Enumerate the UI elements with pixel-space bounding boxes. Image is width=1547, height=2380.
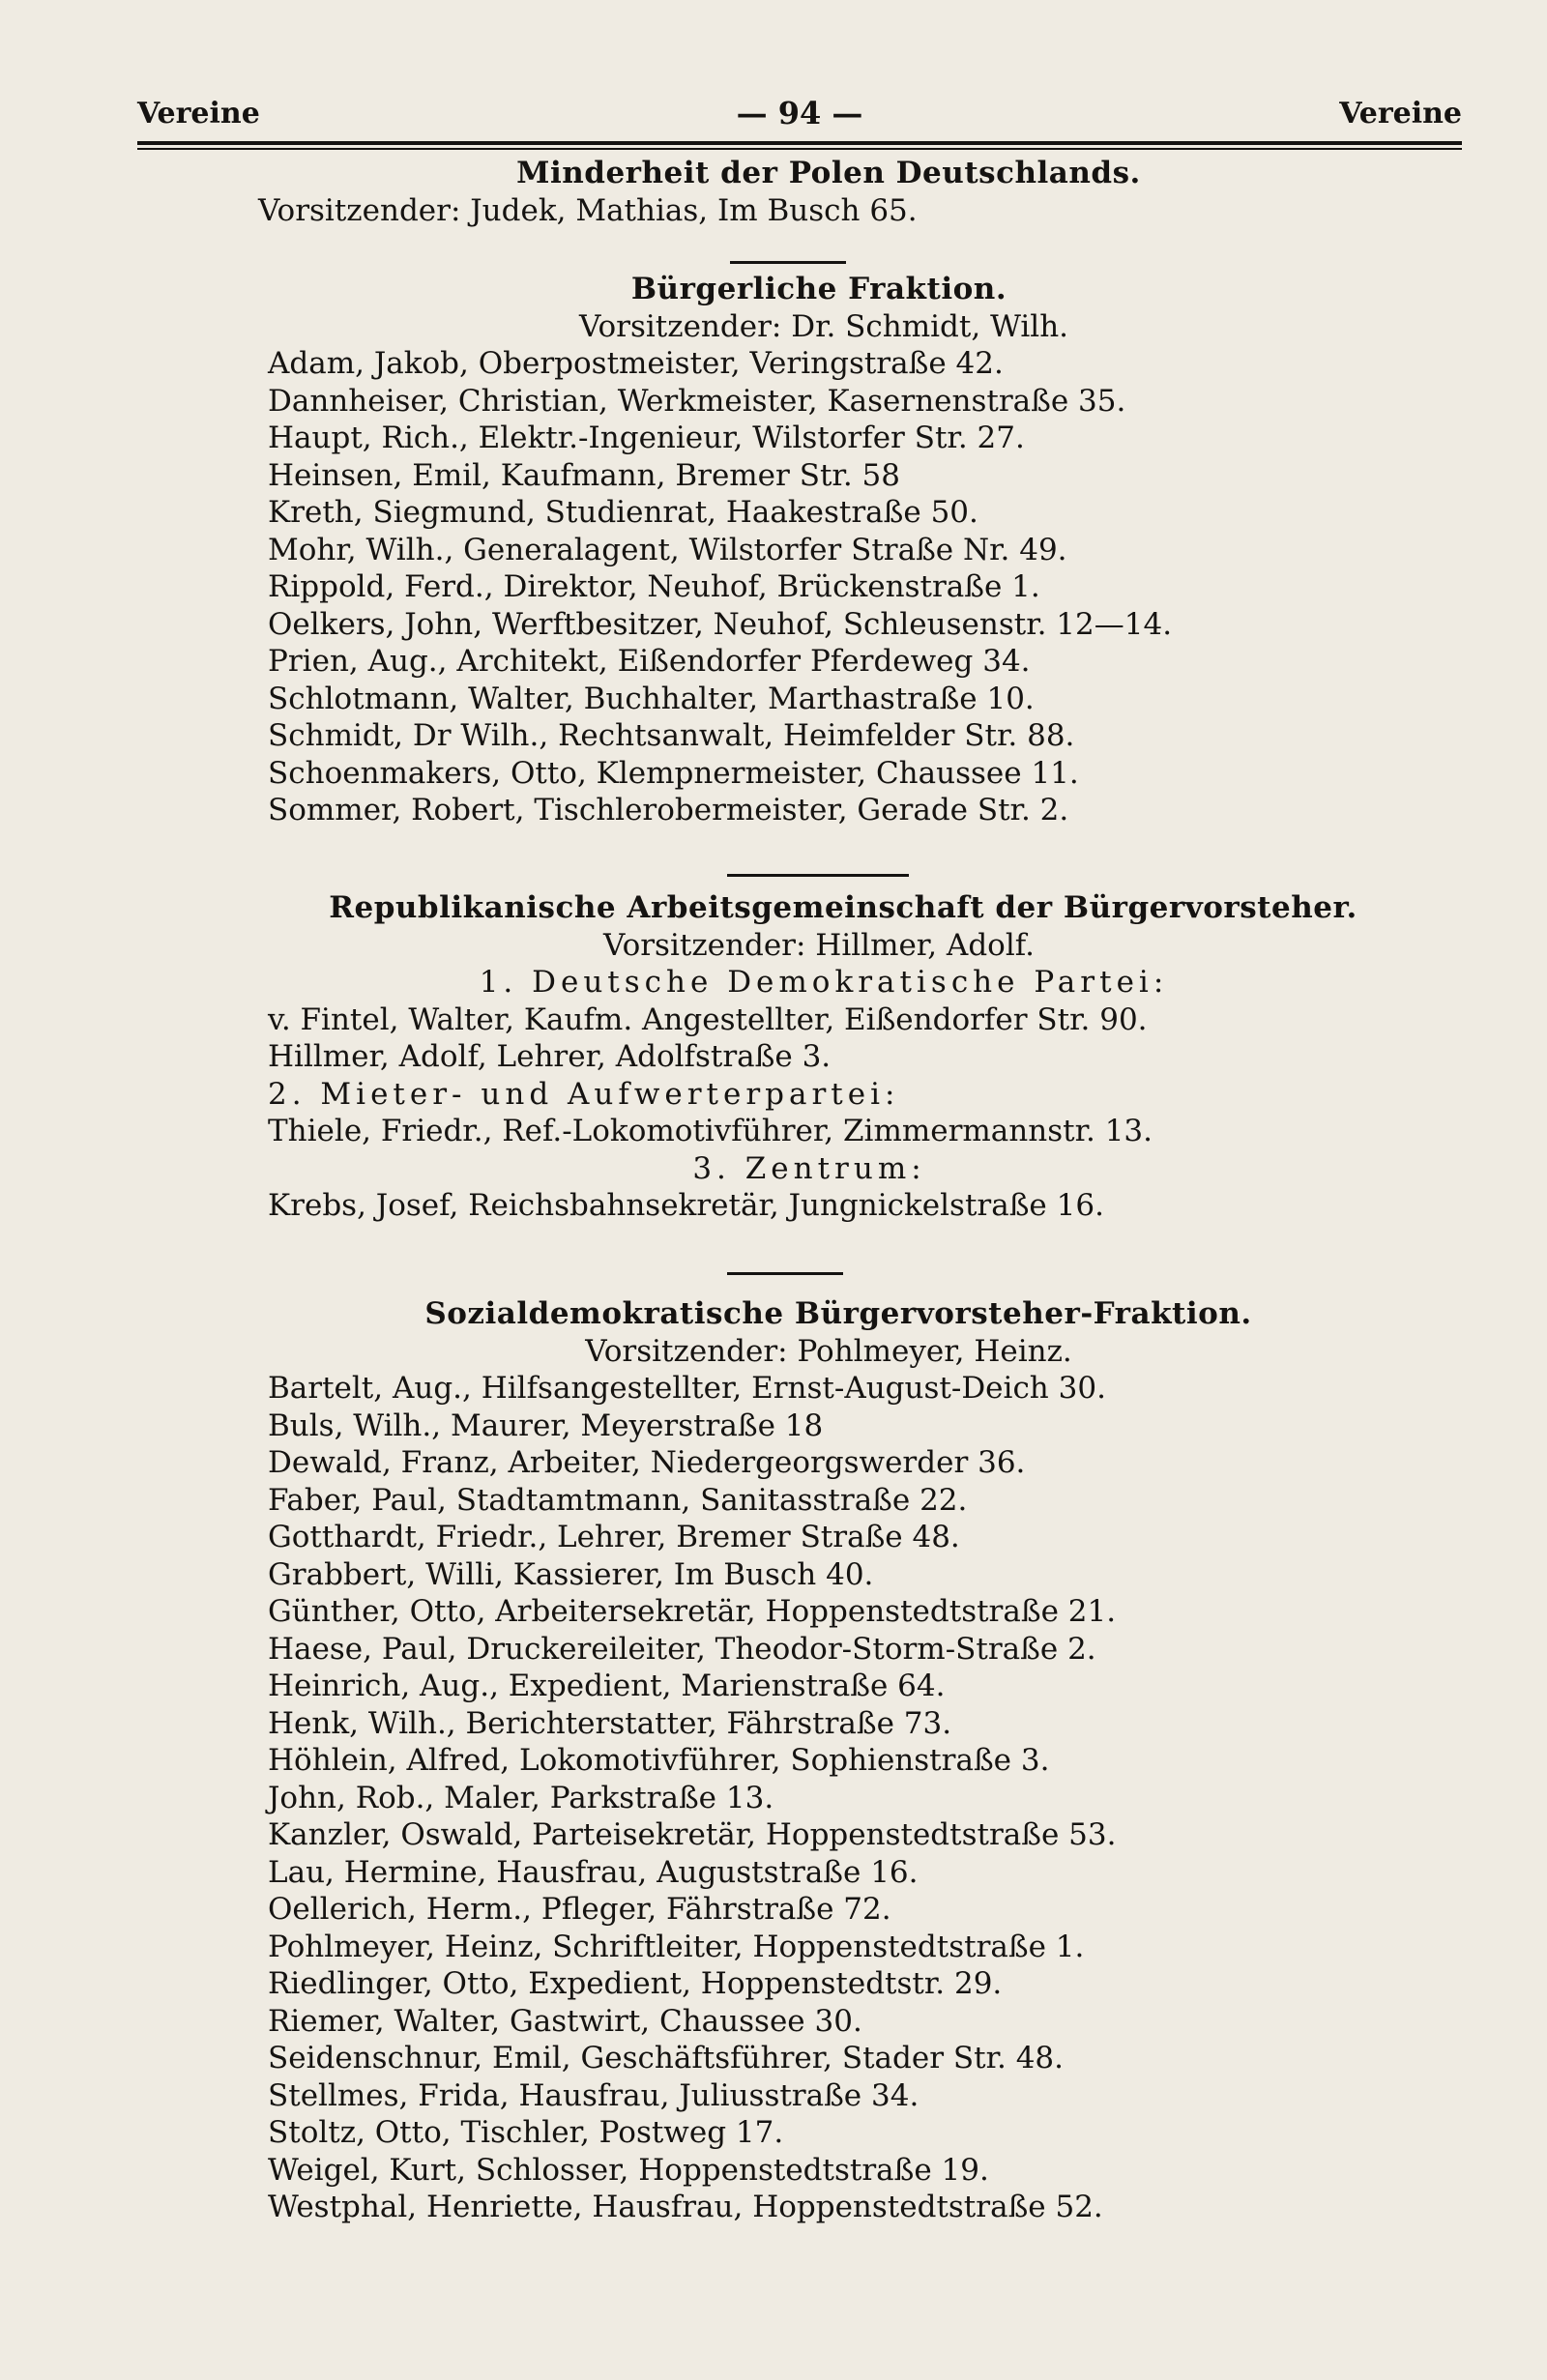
- section-title: Republikanische Arbeitsgemeinschaft der Bürgervorsteher.: [329, 890, 1357, 925]
- member-line: Kanzler, Oswald, Parteisekretär, Hoppenstedtstraße 53.: [268, 1817, 1117, 1852]
- member-line: Dannheiser, Christian, Werkmeister, Kasernenstraße 35.: [268, 383, 1126, 419]
- member-line: John, Rob., Maler, Parkstraße 13.: [268, 1780, 774, 1815]
- member-line: Rippold, Ferd., Direktor, Neuhof, Brückenstraße 1.: [268, 569, 1040, 604]
- member-line: Höhlein, Alfred, Lokomotivführer, Sophienstraße 3.: [268, 1743, 1050, 1778]
- member-line: Hillmer, Adolf, Lehrer, Adolfstraße 3.: [268, 1039, 832, 1074]
- member-line: Heinsen, Emil, Kaufmann, Bremer Str. 58: [268, 457, 900, 493]
- subgroup-title: 1. Deutsche Demokratische Partei:: [479, 965, 1169, 1000]
- member-line: Schoenmakers, Otto, Klempnermeister, Chaussee 11.: [268, 755, 1079, 791]
- member-line: Mohr, Wilh., Generalagent, Wilstorfer Straße Nr. 49.: [268, 532, 1067, 567]
- member-line: Westphal, Henriette, Hausfrau, Hoppenstedtstraße 52.: [268, 2190, 1103, 2224]
- section-title: Bürgerliche Fraktion.: [630, 272, 1007, 306]
- section-chair: Vorsitzender: Pohlmeyer, Heinz.: [585, 1333, 1072, 1369]
- member-line: Haupt, Rich., Elektr.-Ingenieur, Wilstorfer Str. 27.: [268, 421, 1025, 455]
- member-line: Haese, Paul, Druckereileiter, Theodor-Storm-Straße 2.: [268, 1631, 1096, 1667]
- member-line: Oelkers, John, Werftbesitzer, Neuhof, Schleusenstr. 12—14.: [268, 606, 1173, 642]
- member-line: Adam, Jakob, Oberpostmeister, Veringstraße 42.: [268, 346, 1004, 381]
- member-line: Thiele, Friedr., Ref.-Lokomotivführer, Zimmermannstr. 13.: [268, 1114, 1153, 1148]
- member-line: Pohlmeyer, Heinz, Schriftleiter, Hoppenstedtstraße 1.: [268, 1929, 1085, 1964]
- member-line: Stellmes, Frida, Hausfrau, Juliusstraße 34.: [268, 2077, 919, 2113]
- header-right: Vereine: [1339, 97, 1462, 131]
- subgroup-title: 2. Mieter- und Aufwerterpartei:: [268, 1076, 900, 1112]
- section-title: Sozialdemokratische Bürgervorsteher-Fraktion.: [424, 1296, 1252, 1331]
- member-line: Riedlinger, Otto, Expedient, Hoppenstedtstr. 29.: [268, 1966, 1003, 2001]
- member-line: Grabbert, Willi, Kassierer, Im Busch 40.: [268, 1556, 874, 1592]
- member-line: Schlotmann, Walter, Buchhalter, Marthastraße 10.: [268, 681, 1035, 716]
- member-line: Oellerich, Herm., Pfleger, Fährstraße 72.: [268, 1892, 891, 1927]
- section-polen: [137, 155, 1462, 229]
- member-line: Krebs, Josef, Reichsbahnsekretär, Jungnickelstraße 16.: [268, 1188, 1104, 1223]
- member-line: Sommer, Robert, Tischlerobermeister, Gerade Str. 2.: [268, 793, 1069, 827]
- member-line: Bartelt, Aug., Hilfsangestellter, Ernst-August-Deich 30.: [268, 1371, 1106, 1406]
- member-line: Heinrich, Aug., Expedient, Marienstraße 64.: [268, 1669, 946, 1703]
- section-chair: Vorsitzender: Judek, Mathias, Im Busch 65.: [258, 192, 918, 228]
- subgroup-title: 3. Zentrum:: [692, 1150, 926, 1186]
- member-line: Prien, Aug., Architekt, Eißendorfer Pferdeweg 34.: [268, 644, 1031, 679]
- member-line: Günther, Otto, Arbeitersekretär, Hoppenstedtstraße 21.: [268, 1594, 1117, 1629]
- member-line: Schmidt, Dr Wilh., Rechtsanwalt, Heimfelder Str. 88.: [268, 718, 1075, 753]
- member-line: Lau, Hermine, Hausfrau, Auguststraße 16.: [268, 1854, 919, 1890]
- section-title: Minderheit der Polen Deutschlands.: [516, 156, 1141, 190]
- member-line: Weigel, Kurt, Schlosser, Hoppenstedtstraße 19.: [268, 2152, 989, 2188]
- member-line: Seidenschnur, Emil, Geschäftsführer, Stader Str. 48.: [268, 2041, 1065, 2075]
- section-chair: Vorsitzender: Dr. Schmidt, Wilh.: [578, 308, 1069, 344]
- member-line: Buls, Wilh., Maurer, Meyerstraße 18: [268, 1408, 824, 1443]
- member-line: Kreth, Siegmund, Studienrat, Haakestraße 50.: [268, 495, 978, 530]
- section-sozialdemokratische: [137, 1295, 1462, 2226]
- member-line: Stoltz, Otto, Tischler, Postweg 17.: [268, 2115, 784, 2150]
- header-rule-thin: [137, 148, 1462, 150]
- member-line: v. Fintel, Walter, Kaufm. Angestellter, Eißendorfer Str. 90.: [268, 1001, 1148, 1037]
- running-header: [137, 93, 1462, 141]
- member-line: Gotthardt, Friedr., Lehrer, Bremer Straße 48.: [268, 1520, 960, 1554]
- header-left: Vereine: [137, 97, 260, 131]
- section-buergerliche: [137, 271, 1462, 829]
- page-number: — 94 —: [736, 95, 863, 131]
- member-line: Dewald, Franz, Arbeiter, Niedergeorgswerder 36.: [268, 1445, 1026, 1480]
- member-line: Henk, Wilh., Berichterstatter, Fährstraße 73.: [268, 1705, 952, 1741]
- member-line: Faber, Paul, Stadtamtmann, Sanitasstraße 22.: [268, 1482, 968, 1518]
- member-line: Riemer, Walter, Gastwirt, Chaussee 30.: [268, 2003, 862, 2039]
- header-rule: [137, 141, 1462, 145]
- section-chair: Vorsitzender: Hillmer, Adolf.: [603, 927, 1035, 963]
- section-republikanische: [137, 889, 1462, 1225]
